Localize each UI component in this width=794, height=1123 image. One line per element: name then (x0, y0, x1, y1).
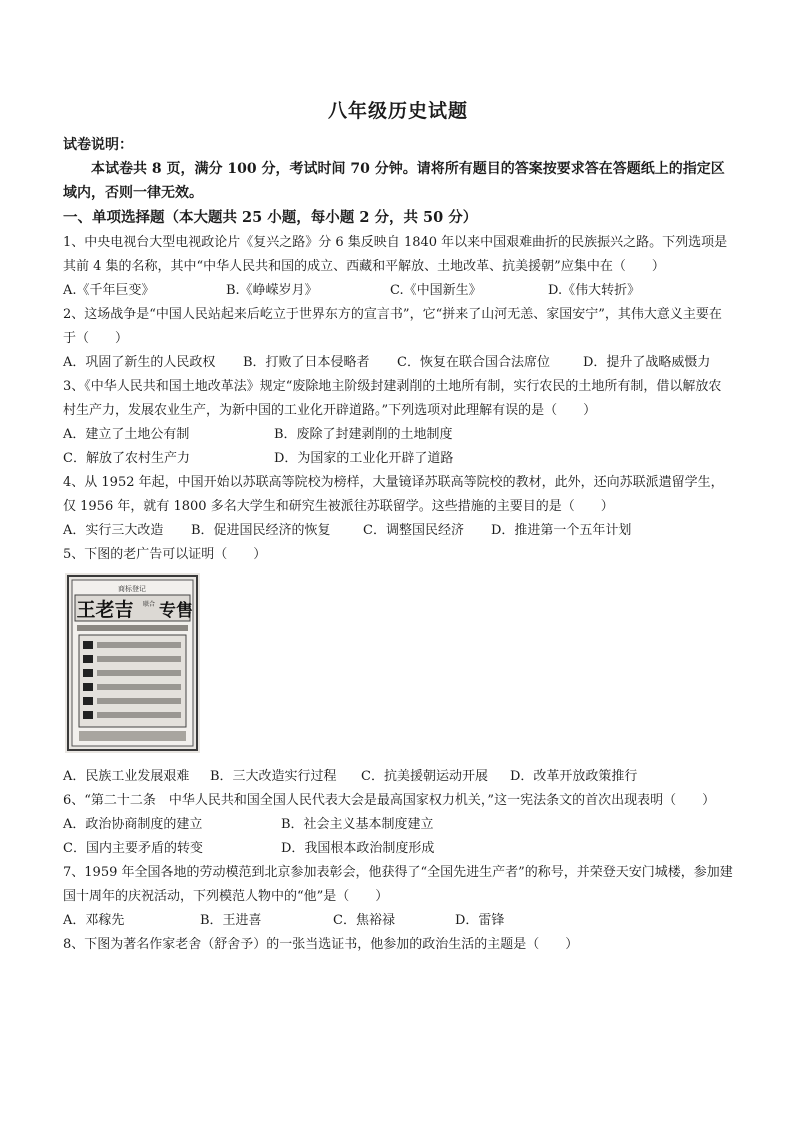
question-8: 8、下图为著名作家老舍（舒舍予）的一张当选证书，他参加的政治生活的主题是（ ） (63, 937, 579, 952)
option-2a: A．巩固了新生的人民政权 (63, 355, 216, 370)
option-5a: A．民族工业发展艰难 (63, 769, 190, 784)
option-1d: D.《伟大转折》 (548, 283, 641, 298)
option-2c: C．恢复在联合国合法席位 (397, 355, 550, 370)
option-7d: D．雷锋 (455, 913, 505, 928)
option-5c: C．抗美援朝运动开展 (361, 769, 488, 784)
question-3: 3、《中华人民共和国土地改革法》规定“废除地主阶级封建剥削的土地所有制，实行农民的土地所有制，借以解放农村生产力，发展农业生产，为新中国的工业化开辟道路。”下列选项对此理解有误的是（ ） (63, 379, 722, 418)
question-4: 4、从 1952 年起，中国开始以苏联高等院校为榜样，大量镜译苏联高等院校的教材，此外，还向苏联派遣留学生，仅 1956 年，就有 1800 多名大学生和研究生被派往苏联留学。这些措施的主要目的是（ ） (63, 475, 724, 514)
option-7a: A．邓稼先 (63, 913, 125, 928)
option-7c: C．焦裕禄 (333, 913, 395, 928)
question-2: 2、这场战争是“中国人民站起来后屹立于世界东方的宣言书”，它“拼来了山河无恙、家国安宁”，其伟大意义主要在于（ ） (63, 307, 722, 346)
question-1: 1、中央电视台大型电视政论片《复兴之路》分 6 集反映自 1840 年以来中国艰难曲折的民族振兴之路。下列选项是其前 4 集的名称，其中“中华人民共和国的成立、西藏和平解放、土地改革、抗美援朝”应集中在（ ） (63, 235, 728, 274)
option-3b: B．废除了封建剥削的土地制度 (274, 427, 453, 442)
ad-top-line: 商标登记 (118, 585, 146, 593)
option-4c: C．调整国民经济 (363, 523, 464, 538)
exam-title: 八年级历史试题 (327, 100, 468, 122)
option-5b: B．三大改造实行过程 (210, 769, 337, 784)
ad-brand: 王老吉 (76, 599, 134, 621)
options-6a (63, 813, 733, 837)
options-3a (63, 423, 733, 447)
ad-side: 联合 (142, 601, 156, 608)
options-1 (63, 279, 733, 303)
option-6a: A．政治协商制度的建立 (63, 817, 203, 832)
option-5d: D．改革开放政策推行 (510, 769, 638, 784)
option-6c: C．国内主要矛盾的转变 (63, 841, 203, 856)
options-7 (63, 909, 733, 933)
options-3b (63, 447, 733, 471)
note-body: 本试卷共 8 页，满分 100 分，考试时间 70 分钟。请将所有题目的答案按要求答在答题纸上的指定区域内，否则一律无效。 (63, 161, 725, 201)
options-4 (63, 519, 733, 543)
option-3d: D．为国家的工业化开辟了道路 (274, 451, 454, 466)
option-6b: B．社会主义基本制度建立 (281, 817, 434, 832)
section-heading: 一、单项选择题（本大题共 25 小题，每小题 2 分，共 50 分） (63, 209, 478, 226)
old-advertisement-image (65, 573, 200, 753)
option-1b: B.《峥嵘岁月》 (226, 283, 318, 298)
question-7: 7、1959 年全国各地的劳动模范到北京参加表彰会，他获得了“全国先进生产者”的称号，并荣登天安门城楼，参加建国十周年的庆祝活动，下列模范人物中的“他”是（ ） (63, 865, 733, 904)
option-2b: B．打败了日本侵略者 (243, 355, 370, 370)
options-6b (63, 837, 733, 861)
option-1a: A.《千年巨变》 (63, 283, 155, 298)
option-7b: B．王进喜 (200, 913, 262, 928)
note-label: 试卷说明： (63, 137, 133, 153)
option-4d: D．推进第一个五年计划 (491, 523, 632, 538)
option-3c: C．解放了农村生产力 (63, 451, 190, 466)
option-4b: B．促进国民经济的恢复 (191, 523, 331, 538)
question-5: 5、下图的老广告可以证明（ ） (63, 547, 267, 562)
option-1c: C.《中国新生》 (390, 283, 482, 298)
question-6: 6、“第二十二条 中华人民共和国全国人民代表大会是最高国家权力机关，”这一宪法条文的首次出现表明（ ） (63, 793, 716, 808)
option-4a: A．实行三大改造 (63, 523, 164, 538)
option-3a: A．建立了土地公有制 (63, 427, 190, 442)
ad-tag: 专售 (159, 601, 193, 621)
option-6d: D．我国根本政治制度形成 (281, 841, 435, 856)
options-5 (63, 765, 733, 789)
option-2d: D．提升了战略威慑力 (583, 355, 711, 370)
options-2 (63, 351, 733, 375)
exam-content (63, 96, 733, 957)
